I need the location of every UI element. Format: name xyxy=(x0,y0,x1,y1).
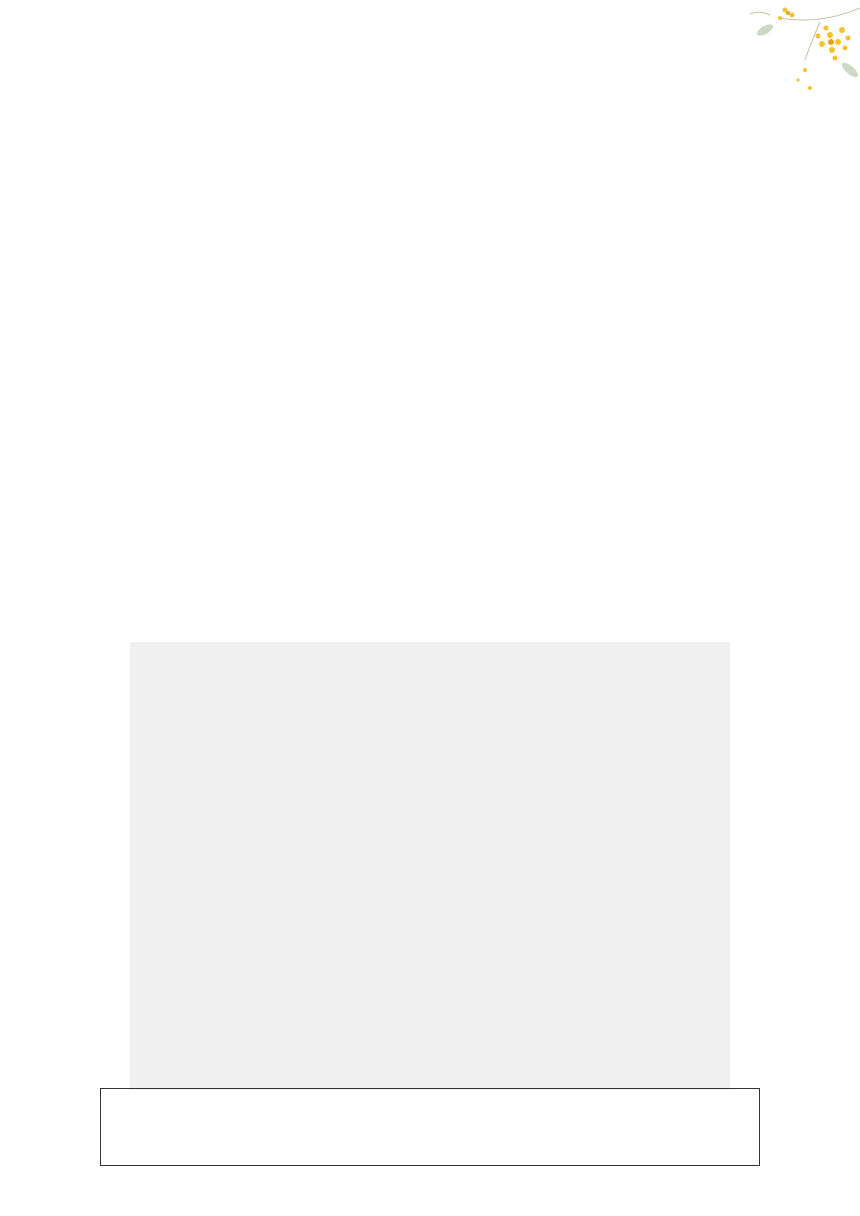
chrysanthemum-flower-icon xyxy=(710,0,860,110)
footnote-box xyxy=(100,1088,760,1166)
material-selection-box xyxy=(130,642,730,1090)
